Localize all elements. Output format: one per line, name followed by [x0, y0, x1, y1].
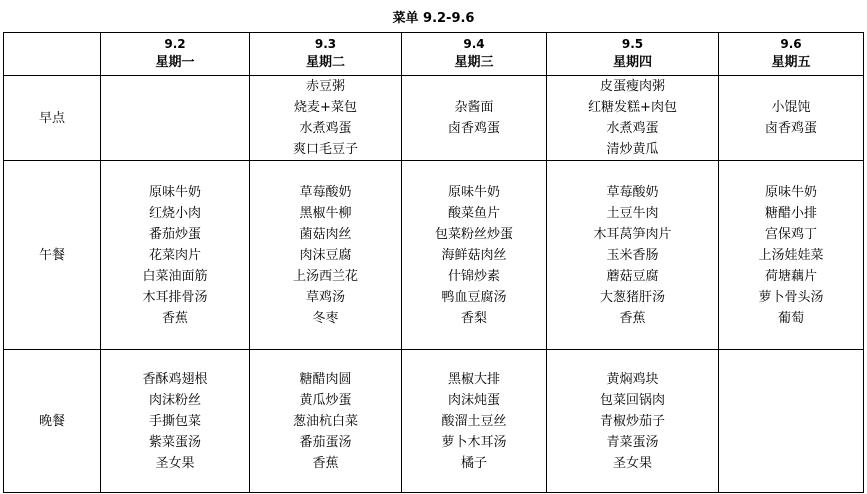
menu-item: 包菜回锅肉 [599, 392, 665, 408]
menu-item: 上汤娃娃菜 [758, 247, 824, 263]
menu-item: 菌菇肉丝 [299, 226, 352, 242]
menu-item: 糖醋小排 [764, 205, 817, 221]
menu-cell [250, 161, 402, 350]
meal-label: 早点 [4, 76, 101, 161]
menu-cell [101, 161, 250, 350]
menu-item: 宫保鸡丁 [764, 226, 817, 242]
menu-item: 黄焖鸡块 [606, 371, 659, 387]
menu-item: 海鲜菇肉丝 [441, 247, 507, 263]
menu-item: 草莓酸奶 [606, 184, 659, 200]
header-row [4, 33, 864, 76]
menu-item: 上汤西兰花 [292, 268, 358, 284]
lunch-row [4, 161, 864, 350]
menu-item: 卤香鸡蛋 [447, 121, 500, 136]
day-weekday: 星期一 [155, 55, 195, 70]
menu-item: 鸭血豆腐汤 [441, 289, 507, 305]
menu-item: 香蕉 [619, 310, 646, 326]
menu-item: 葡萄 [777, 310, 804, 326]
dinner-row [4, 350, 864, 493]
menu-item: 玉米香肠 [606, 247, 659, 263]
day-date: 9.4 [463, 37, 485, 51]
day-weekday: 星期四 [612, 55, 652, 70]
menu-item: 黄瓜炒蛋 [299, 392, 352, 408]
day-weekday: 星期二 [305, 55, 345, 70]
menu-item: 原味牛奶 [764, 184, 817, 200]
menu-cell [547, 76, 719, 161]
menu-item: 萝卜木耳汤 [441, 434, 507, 450]
menu-cell [719, 161, 864, 350]
day-header-cell [402, 33, 547, 76]
menu-item: 红烧小肉 [148, 205, 201, 221]
menu-item: 包菜粉丝炒蛋 [434, 226, 513, 242]
menu-item: 爽口毛豆子 [292, 142, 358, 157]
menu-item: 青椒炒茄子 [599, 413, 665, 429]
menu-item: 水煮鸡蛋 [299, 121, 352, 136]
menu-item: 番茄炒蛋 [148, 226, 201, 242]
menu-item: 大葱猪肝汤 [599, 289, 665, 305]
corner-cell [4, 33, 101, 76]
menu-table [3, 32, 864, 493]
menu-item: 肉沫炖蛋 [447, 392, 500, 408]
menu-cell [402, 76, 547, 161]
menu-item: 青菜蛋汤 [606, 434, 659, 450]
menu-item: 圣女果 [612, 455, 652, 471]
day-date: 9.3 [314, 37, 337, 51]
menu-item: 橘子 [460, 455, 487, 471]
menu-item: 烧麦+菜包 [294, 100, 357, 115]
menu-item: 葱油杭白菜 [292, 413, 358, 429]
menu-item: 皮蛋瘦肉粥 [599, 79, 665, 94]
day-header-cell [547, 33, 719, 76]
menu-item: 黑椒大排 [447, 371, 500, 387]
day-header-cell [101, 33, 250, 76]
menu-cell [547, 350, 719, 493]
menu-item: 土豆牛肉 [606, 205, 659, 221]
menu-title: 菜单 9.2-9.6 [392, 11, 475, 26]
menu-item: 木耳莴笋肉片 [593, 226, 672, 242]
day-date: 9.5 [621, 37, 644, 51]
menu-item: 香蕉 [161, 310, 188, 326]
menu-item: 香蕉 [312, 455, 339, 471]
menu-item: 小馄饨 [771, 100, 811, 115]
menu-item: 木耳排骨汤 [142, 289, 208, 305]
menu-item: 原味牛奶 [447, 184, 500, 200]
menu-item: 赤豆粥 [305, 79, 345, 94]
menu-item: 圣女果 [155, 455, 195, 471]
menu-cell [402, 350, 547, 493]
menu-item: 酸溜土豆丝 [441, 413, 507, 429]
menu-item: 草莓酸奶 [299, 184, 352, 200]
day-weekday: 星期三 [454, 55, 494, 70]
menu-item: 香梨 [460, 310, 487, 326]
menu-item: 草鸡汤 [305, 289, 345, 305]
menu-item: 蘑菇豆腐 [606, 268, 659, 284]
menu-item: 卤香鸡蛋 [764, 121, 817, 136]
menu-item: 白菜油面筋 [142, 268, 208, 284]
day-date: 9.2 [164, 37, 186, 51]
menu-item: 萝卜骨头汤 [758, 289, 824, 305]
menu-item: 肉沫粉丝 [148, 392, 201, 408]
menu-item: 杂酱面 [454, 100, 494, 115]
menu-item: 手撕包菜 [148, 413, 201, 429]
menu-item: 香酥鸡翅根 [142, 371, 208, 387]
menu-item: 肉沫豆腐 [299, 247, 352, 263]
breakfast-row [4, 76, 864, 161]
menu-cell [719, 350, 864, 493]
menu-cell [719, 76, 864, 161]
menu-item: 紫菜蛋汤 [148, 434, 201, 450]
menu-item: 番茄蛋汤 [299, 434, 352, 450]
menu-item: 酸菜鱼片 [447, 205, 500, 221]
menu-cell [250, 76, 402, 161]
menu-item: 糖醋肉圆 [299, 371, 352, 387]
menu-cell [250, 350, 402, 493]
menu-item: 什锦炒素 [447, 268, 500, 284]
menu-item: 黑椒牛柳 [299, 205, 352, 221]
menu-item: 清炒黄瓜 [606, 142, 659, 157]
menu-item: 原味牛奶 [148, 184, 201, 200]
day-header-cell [719, 33, 864, 76]
menu-item: 冬枣 [312, 310, 339, 326]
menu-cell [402, 161, 547, 350]
menu-cell [101, 76, 250, 161]
day-header-cell [250, 33, 402, 76]
menu-item: 红糖发糕+肉包 [588, 100, 677, 115]
menu-item: 荷塘藕片 [764, 268, 817, 284]
day-weekday: 星期五 [771, 55, 811, 70]
menu-item: 花菜肉片 [148, 247, 201, 263]
menu-item: 水煮鸡蛋 [606, 121, 659, 136]
menu-cell [101, 350, 250, 493]
day-date: 9.6 [780, 37, 802, 51]
meal-label: 晚餐 [4, 350, 101, 493]
menu-cell [547, 161, 719, 350]
meal-label: 午餐 [4, 161, 101, 350]
